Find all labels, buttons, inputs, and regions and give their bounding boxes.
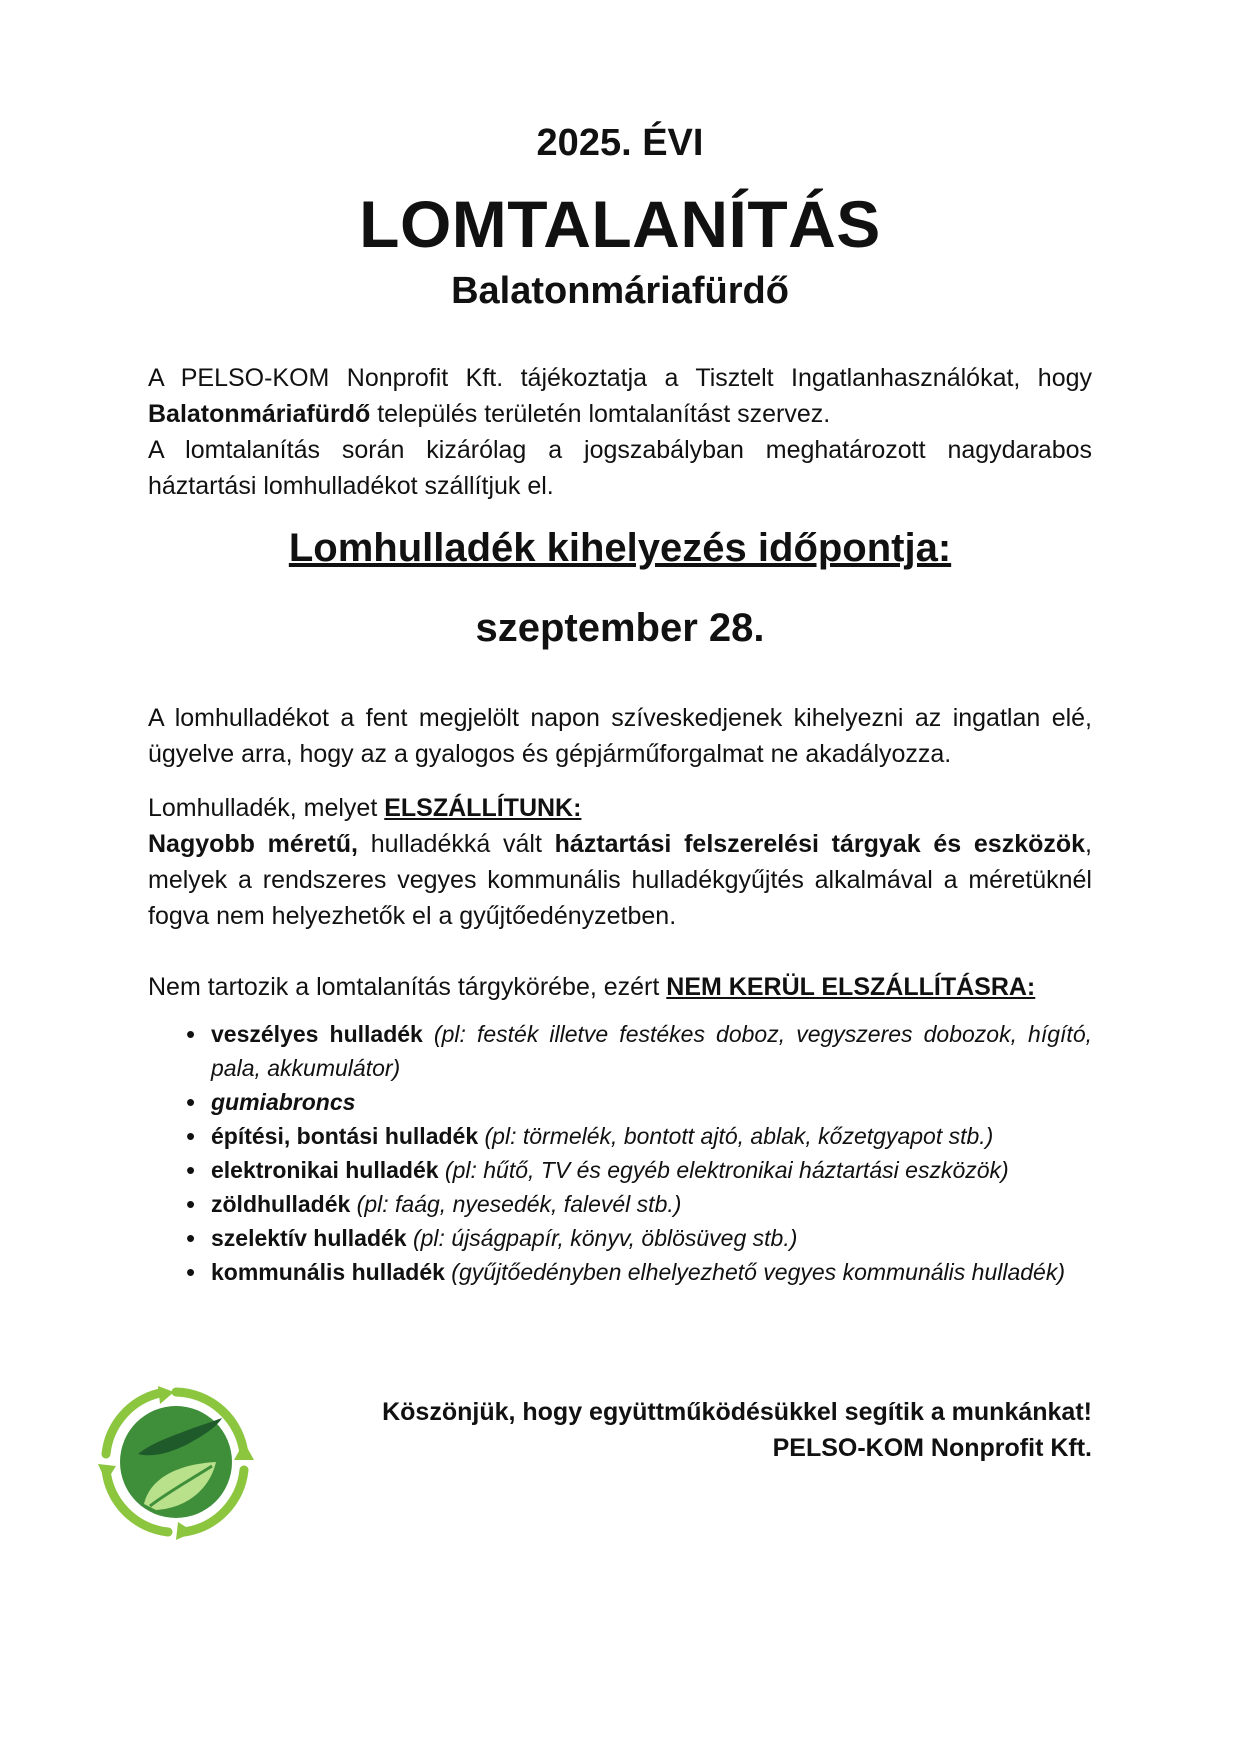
bullet-icon: •: [186, 1121, 196, 1151]
location-subtitle: Balatonmáriafürdő: [451, 270, 789, 312]
list-item-examples: (pl: festék illetve festékes doboz, vegyszeres dobozok, hígító, pala, akkumulátor): [211, 1021, 1092, 1081]
company-signature: PELSO-KOM Nonprofit Kft.: [772, 1434, 1092, 1462]
collected-lead-text: Lomhulladék, melyet: [148, 794, 385, 822]
bullet-icon: •: [186, 1155, 196, 1185]
bullet-icon: •: [186, 1223, 196, 1253]
list-item-title: szelektív hulladék: [211, 1225, 407, 1251]
list-item-title: kommunális hulladék: [211, 1259, 445, 1285]
list-item: [148, 1017, 1092, 1085]
placement-paragraph: A lomhulladékot a fent megjelölt napon szíveskedjenek kihelyezni az ingatlan elé, ügyelve arra, hogy az a gyalogos és gépjárműforgalmat ne akadályozza.: [148, 704, 1092, 768]
list-item: [148, 1221, 1092, 1255]
excluded-waste-list: [148, 1017, 1092, 1289]
list-item: [148, 1187, 1092, 1221]
list-item-title: veszélyes hulladék: [211, 1021, 423, 1047]
not-collected-lead: [148, 969, 1092, 1005]
collected-desc-mid: hulladékká vált: [358, 830, 555, 858]
list-item-title: elektronikai hulladék: [211, 1157, 439, 1183]
list-item: [148, 1119, 1092, 1153]
collected-section: [148, 790, 1092, 934]
year-label: 2025. ÉVI: [536, 122, 704, 164]
list-item-title: gumiabroncs: [211, 1089, 356, 1115]
list-item-examples: (pl: faág, nyesedék, falevél stb.): [350, 1191, 682, 1217]
list-item-examples: (pl: újságpapír, könyv, öblösüveg stb.): [406, 1225, 798, 1251]
list-item-title: építési, bontási hulladék: [211, 1123, 479, 1149]
not-collected-lead-text: Nem tartozik a lomtalanítás tárgykörébe, ezért: [148, 973, 667, 1001]
list-item: [148, 1255, 1092, 1289]
bullet-icon: •: [186, 1257, 196, 1287]
collected-description: [148, 826, 1092, 934]
list-item: [148, 1085, 1092, 1119]
list-item-examples: (pl: hűtő, TV és egyéb elektronikai háztartási eszközök): [438, 1157, 1009, 1183]
collected-desc-end: , melyek a rendszeres vegyes kommunális hulladékgyűjtés alkalmával a méretüknél fogva nem helyezhetők el a gyűjtőedényzetben.: [148, 830, 1092, 930]
bullet-icon: •: [186, 1189, 196, 1219]
bullet-icon: •: [186, 1019, 196, 1049]
list-item-title: zöldhulladék: [211, 1191, 351, 1217]
not-collected-emphasis: NEM KERÜL ELSZÁLLÍTÁSRA:: [666, 973, 1036, 1001]
collected-desc-bold-2: háztartási felszerelési tárgyak és eszközök: [554, 830, 1086, 858]
bullet-icon: •: [186, 1087, 196, 1117]
collected-lead: [148, 790, 1092, 826]
schedule-heading: Lomhulladék kihelyezés időpontja:: [288, 526, 952, 570]
closing-section: [148, 1394, 1092, 1466]
page-title: LOMTALANÍTÁS: [359, 187, 881, 261]
list-item-examples: (pl: törmelék, bontott ajtó, ablak, kőzetgyapot stb.): [478, 1123, 994, 1149]
intro-location-bold: Balatonmáriafürdő: [148, 400, 371, 428]
intro-section: [148, 360, 1092, 504]
thanks-message: Köszönjük, hogy együttműködésükkel segítik a munkánkat!: [382, 1398, 1092, 1426]
collected-desc-bold-1: Nagyobb méretű,: [148, 830, 358, 858]
intro-paragraph-1: [148, 360, 1092, 432]
intro-text-end: település területén lomtalanítást szervez.: [370, 400, 831, 428]
collected-lead-emphasis: ELSZÁLLÍTUNK:: [384, 794, 582, 822]
intro-text-start: A PELSO-KOM Nonprofit Kft. tájékoztatja a Tisztelt Ingatlanhasználókat, hogy: [148, 364, 1092, 392]
list-item-examples: (gyűjtőedényben elhelyezhető vegyes kommunális hulladék): [444, 1259, 1065, 1285]
list-item: [148, 1153, 1092, 1187]
intro-paragraph-2: A lomtalanítás során kizárólag a jogszabályban meghatározott nagydarabos háztartási lomhulladékot szállítjuk el.: [148, 436, 1092, 500]
schedule-date: szeptember 28.: [475, 606, 765, 650]
